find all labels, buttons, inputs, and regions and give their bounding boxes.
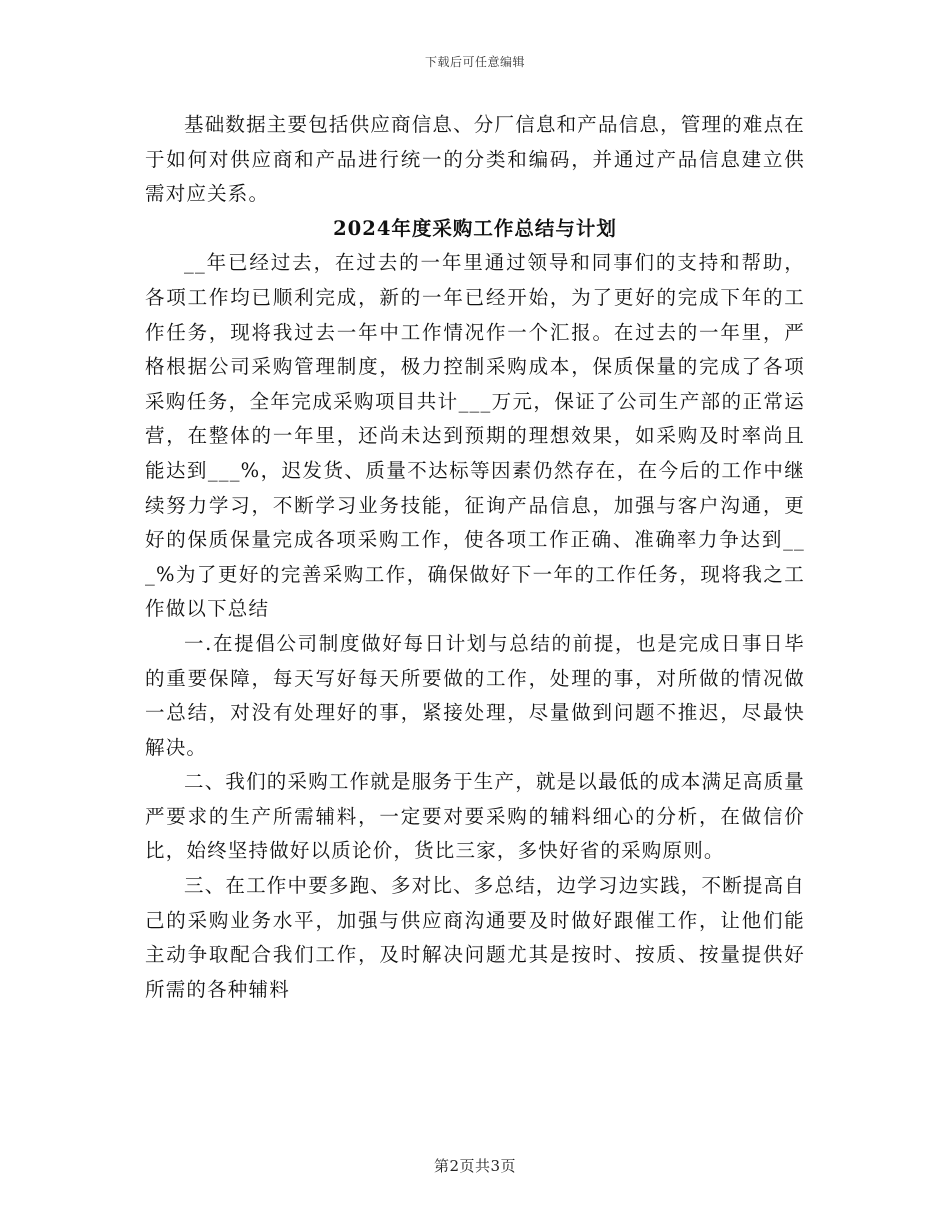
intro-paragraph: 基础数据主要包括供应商信息、分厂信息和产品信息，管理的难点在于如何对供应商和产品进行统一的分类和编码，并通过产品信息建立供需对应关系。 (145, 113, 806, 206)
body-paragraph-1: __年已经过去，在过去的一年里通过领导和同事们的支持和帮助，各项工作均已顺利完成，新的一年已经开始，为了更好的完成下年的工作任务，现将我过去一年中工作情况作一个汇报。在过去的一年里，严格根据公司采购管理制度，极力控制采购成本，保质保量的完成了各项采购任务，全年完成采购项目共计___万元，保证了公司生产部的正常运营，在整体的一年里，还尚未达到预期的理想效果，如采购及时率尚且能达到___%，迟发货、质量不达标等因素仍然存在，在今后的工作中继续努力学习，不断学习业务技能，征询产品信息，加强与客户沟通，更好的保质保量完成各项采购工作，使各项工作正确、准确率力争达到___%为了更好的完善采购工作，确保做好下一年的工作任务，现将我之工作做以下总结 (145, 251, 805, 621)
body-paragraph-2: 一.在提倡公司制度做好每日计划与总结的前提，也是完成日事日毕的重要保障，每天写好每天所要做的工作，处理的事，对所做的情况做一总结，对没有处理好的事，紧接处理，尽量做到问题不推迟，尽最快解决。 (145, 631, 805, 759)
body-paragraph-3: 二、我们的采购工作就是服务于生产，就是以最低的成本满足高质量严要求的生产所需辅料，一定要对要采购的辅料细心的分析，在做信价比，始终坚持做好以质论价，货比三家，多快好省的采购原则。 (145, 770, 806, 863)
document-body (145, 108, 805, 1007)
body-paragraph-4: 三、在工作中要多跑、多对比、多总结，边学习边实践，不断提高自己的采购业务水平，加强与供应商沟通要及时做好跟催工作，让他们能主动争取配合我们工作，及时解决问题尤其是按时、按质、按量提供好所需的各种辅料 (145, 874, 806, 1001)
document-title: 2024年度采购工作总结与计划 (333, 216, 617, 240)
page-header-note: 下载后可任意编辑 (424, 55, 525, 69)
page-number-footer: 第2页共3页 (433, 1157, 517, 1175)
